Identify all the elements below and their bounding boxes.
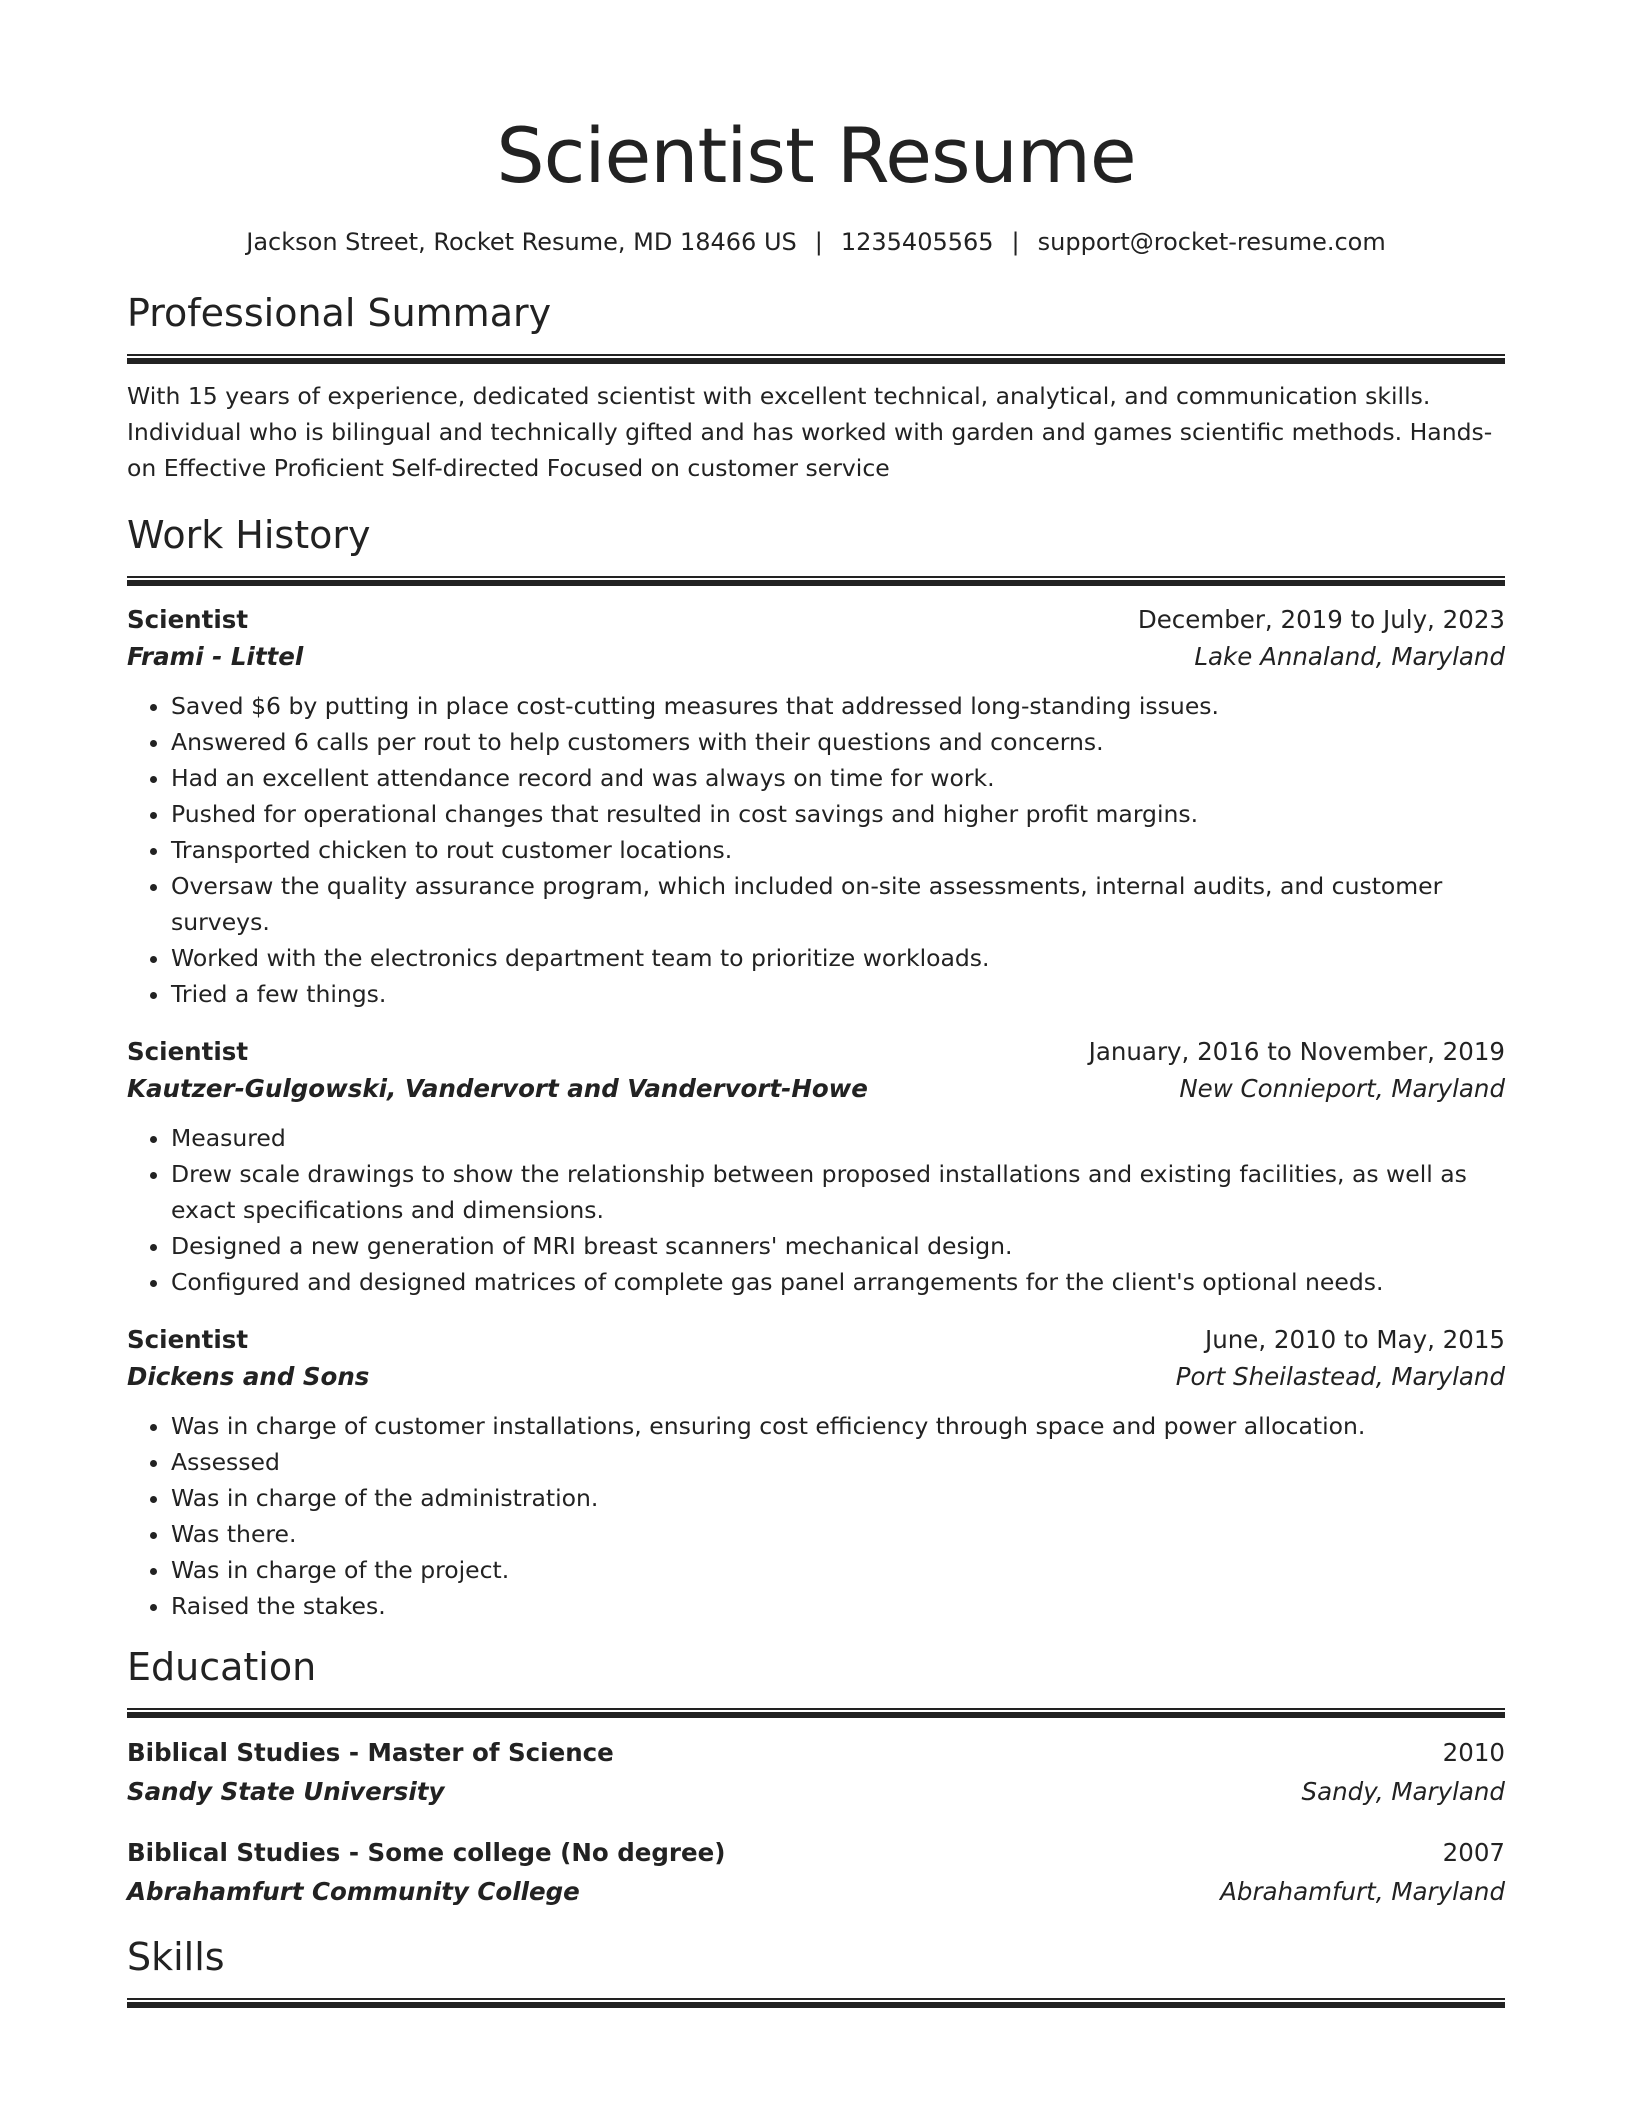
job-header [127,1322,1505,1358]
section-rule [127,354,1505,364]
job-title: Scientist [127,605,249,634]
education-degree: Biblical Studies - Master of Science [127,1738,614,1767]
job-subheader [127,1070,1505,1108]
section-heading-skills: Skills [127,1935,225,1979]
list-item: • Tried a few things. [171,976,1505,1012]
education-header [127,1734,1505,1772]
list-item: • Designed a new generation of MRI breast scanners' mechanical design. [171,1228,1505,1264]
list-item: • Was in charge of the project. [171,1552,1505,1588]
contact-separator: | [814,228,823,256]
job-subheader [127,1358,1505,1396]
section-rule [127,1998,1505,2008]
education-year: 2007 [1442,1838,1505,1867]
list-item: • Oversaw the quality assurance program, which included on-site assessments, internal audits, and customer surveys. [171,868,1505,940]
education-subheader [127,1772,1505,1812]
section-rule [127,1708,1505,1718]
list-item: • Was in charge of the administration. [171,1480,1505,1516]
job-company: Kautzer-Gulgowski, Vandervort and Vandervort-Howe [127,1074,868,1103]
list-item: • Saved $6 by putting in place cost-cutting measures that addressed long-standing issues. [171,688,1505,724]
job-company: Dickens and Sons [127,1362,370,1391]
education-location: Abrahamfurt, Maryland [1220,1877,1505,1906]
education-subheader [127,1872,1505,1912]
job-bullets [127,1408,1505,1624]
job-header [127,602,1505,638]
education-school: Sandy State University [127,1777,445,1806]
job-title: Scientist [127,1325,249,1354]
contact-email[interactable]: support@rocket-resume.com [1037,228,1386,256]
list-item: • Worked with the electronics department team to prioritize workloads. [171,940,1505,976]
education-section [127,1645,1505,1912]
education-entry [127,1834,1505,1912]
job-entry [127,1322,1505,1624]
job-location: Port Sheilastead, Maryland [1175,1362,1505,1391]
list-item: • Raised the stakes. [171,1588,1505,1624]
summary-text: With 15 years of experience, dedicated scientist with excellent technical, analytical, and communication skills. Individual who is bilingual and technically gifted and has worked with garden and games scientific methods. Hands-on Effective Proficient Self-directed Focused on customer service [127,382,1493,482]
list-item: • Configured and designed matrices of complete gas panel arrangements for the client's optional needs. [171,1264,1505,1300]
list-item: • Had an excellent attendance record and was always on time for work. [171,760,1505,796]
education-school: Abrahamfurt Community College [127,1877,580,1906]
education-degree: Biblical Studies - Some college (No degree) [127,1838,726,1867]
list-item: • Was there. [171,1516,1505,1552]
list-item: • Was in charge of customer installations, ensuring cost efficiency through space and power allocation. [171,1408,1505,1444]
job-bullets [127,1120,1505,1300]
work-history-section [127,513,1505,1624]
section-heading-education: Education [127,1645,317,1689]
section-rule [127,576,1505,586]
contact-separator: | [1011,228,1020,256]
contact-address: Jackson Street, Rocket Resume, MD 18466 US [246,228,797,256]
job-location: New Connieport, Maryland [1179,1074,1505,1103]
job-entry [127,1034,1505,1300]
job-bullets [127,688,1505,1012]
list-item: • Transported chicken to rout customer locations. [171,832,1505,868]
job-entry [127,602,1505,1012]
education-location: Sandy, Maryland [1301,1777,1505,1806]
job-subheader [127,638,1505,676]
education-entry [127,1734,1505,1812]
job-company: Frami - Littel [127,642,304,671]
job-dates: December, 2019 to July, 2023 [1137,605,1505,634]
contact-line [127,230,1505,254]
section-heading-summary: Professional Summary [127,291,552,335]
list-item: • Measured [171,1120,1505,1156]
section-heading-work: Work History [127,513,371,557]
education-year: 2010 [1442,1738,1505,1767]
contact-phone: 1235405565 [840,228,994,256]
job-location: Lake Annaland, Maryland [1194,642,1505,671]
job-header [127,1034,1505,1070]
list-item: • Pushed for operational changes that resulted in cost savings and higher profit margins. [171,796,1505,832]
job-dates: June, 2010 to May, 2015 [1204,1325,1505,1354]
list-item: • Assessed [171,1444,1505,1480]
resume-name: Scientist Resume [496,111,1136,200]
job-title: Scientist [127,1037,249,1066]
job-dates: January, 2016 to November, 2019 [1088,1037,1505,1066]
skills-section [127,1935,1505,2008]
list-item: • Drew scale drawings to show the relationship between proposed installations and existing facilities, as well as exact specifications and dimensions. [171,1156,1505,1228]
list-item: • Answered 6 calls per rout to help customers with their questions and concerns. [171,724,1505,760]
summary-section [127,291,1505,486]
education-header [127,1834,1505,1872]
